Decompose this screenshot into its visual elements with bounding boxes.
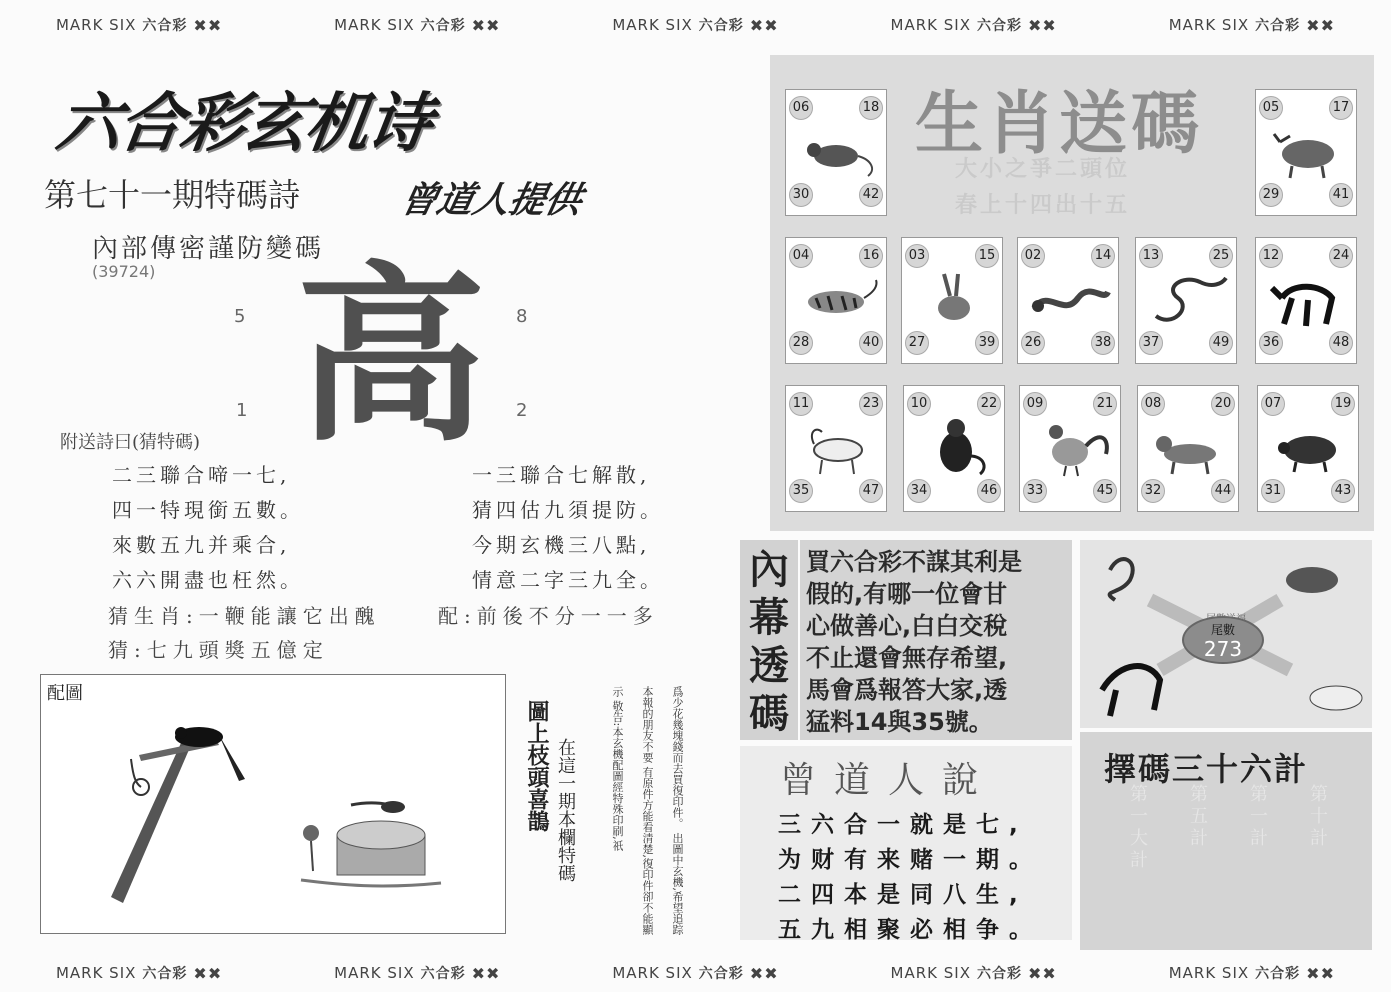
number-ball: 42 bbox=[859, 183, 883, 207]
buy-line: 不止還會無存希望, bbox=[806, 644, 1008, 672]
brand-text: MARK SIX bbox=[55, 964, 137, 982]
border-unit bbox=[612, 963, 778, 983]
brand-text: MARK SIX bbox=[612, 16, 693, 34]
number-ball: 18 bbox=[859, 96, 883, 120]
number-ball: 45 bbox=[1093, 479, 1117, 503]
logo-text: 六合彩 bbox=[420, 966, 466, 982]
buy-text bbox=[806, 546, 1068, 738]
tail-number-badge bbox=[1182, 616, 1264, 664]
zodiac-title: 生肖送碼 bbox=[915, 85, 1204, 164]
buy-line: 猛料14與35號。 bbox=[806, 708, 993, 736]
number-ball: 38 bbox=[1091, 331, 1115, 355]
poem-left bbox=[112, 458, 304, 598]
separator-icon: ✖✖ bbox=[471, 963, 501, 983]
number-ball: 05 bbox=[1259, 96, 1283, 120]
logo-text: 六合彩 bbox=[976, 966, 1022, 982]
inner-label bbox=[740, 546, 798, 738]
zodiac-card bbox=[1137, 385, 1239, 512]
top-border bbox=[0, 10, 1391, 40]
number-ball: 09 bbox=[1023, 392, 1047, 416]
border-unit bbox=[1169, 963, 1335, 983]
ox-icon bbox=[1286, 567, 1338, 593]
zodiac-card bbox=[1135, 237, 1237, 364]
strategy-title: 擇碼三十六計 bbox=[1104, 750, 1309, 788]
strategy-column: 第一大計 bbox=[1127, 784, 1148, 872]
number-ball: 27 bbox=[905, 331, 929, 355]
separator-icon: ✖✖ bbox=[193, 15, 223, 35]
number-ball: 26 bbox=[1021, 331, 1045, 355]
bottom-border bbox=[0, 958, 1391, 988]
reprint-notice bbox=[602, 686, 692, 936]
number-ball: 47 bbox=[859, 479, 883, 503]
number-ball: 06 bbox=[789, 96, 813, 120]
number-ball: 33 bbox=[1023, 479, 1047, 503]
number-ball: 43 bbox=[1331, 479, 1355, 503]
number-ball: 28 bbox=[789, 331, 813, 355]
logo-text: 六合彩 bbox=[420, 18, 466, 34]
brand-text: MARK SIX bbox=[55, 16, 137, 34]
separator-icon: ✖✖ bbox=[193, 963, 223, 983]
gift-poem-title: 附送詩曰(猜特碼) bbox=[60, 432, 201, 453]
issue-subtitle: 第七十一期特碼詩 bbox=[44, 176, 301, 214]
brand-text: MARK SIX bbox=[890, 964, 971, 982]
brand-text: MARK SIX bbox=[334, 16, 415, 34]
logo-text: 六合彩 bbox=[976, 18, 1022, 34]
say-title: 曾道人說 bbox=[780, 760, 997, 801]
number-ball: 23 bbox=[859, 392, 883, 416]
faint-line: 春上十四出十五 bbox=[955, 193, 1131, 218]
inner-code-label: 內部傳密謹防變碼 bbox=[92, 234, 325, 264]
poem-line: 情意二字三九全。 bbox=[472, 568, 664, 592]
poem-right bbox=[472, 458, 664, 598]
number-ball: 37 bbox=[1139, 331, 1163, 355]
guess-code: 猜:七九頭獎五億定 bbox=[108, 638, 329, 662]
digit-top-left: 5 bbox=[234, 306, 246, 327]
goat-icon bbox=[1310, 686, 1362, 710]
logo-text: 六合彩 bbox=[1255, 18, 1301, 34]
buy-line: 買六合彩不謀其利是 bbox=[806, 548, 1022, 576]
number-ball: 24 bbox=[1329, 244, 1353, 268]
number-ball: 10 bbox=[907, 392, 931, 416]
brand-text: MARK SIX bbox=[334, 964, 415, 982]
say-line: 二四本是同八生, bbox=[778, 882, 1028, 908]
horse-icon bbox=[1102, 666, 1160, 716]
separator-icon: ✖✖ bbox=[1027, 15, 1057, 35]
digit-bottom-right: 2 bbox=[516, 400, 528, 421]
poem-line: 今期玄機三八點, bbox=[472, 533, 651, 557]
border-unit bbox=[334, 963, 500, 983]
number-ball: 41 bbox=[1329, 183, 1353, 207]
zodiac-card bbox=[1019, 385, 1121, 512]
number-ball: 16 bbox=[859, 244, 883, 268]
rooster-icon bbox=[1026, 416, 1114, 478]
digit-top-right: 8 bbox=[516, 306, 528, 327]
strategy-column: 第五計 bbox=[1187, 784, 1208, 850]
number-ball: 13 bbox=[1139, 244, 1163, 268]
code-number: (39724) bbox=[92, 262, 156, 281]
brand-text: MARK SIX bbox=[612, 964, 693, 982]
snake-icon bbox=[1142, 268, 1230, 330]
notice-line: 爲少花幾塊錢而去買復印件。 bbox=[671, 686, 684, 829]
border-unit bbox=[891, 963, 1057, 983]
border-unit bbox=[334, 15, 500, 35]
number-ball: 02 bbox=[1021, 244, 1045, 268]
zodiac-card bbox=[903, 385, 1005, 512]
buy-line: 心做善心,白白交稅 bbox=[806, 612, 1008, 640]
poem-line: 四一特現銜五數。 bbox=[112, 498, 304, 522]
picture-box bbox=[40, 674, 506, 934]
number-ball: 40 bbox=[859, 331, 883, 355]
buy-line: 馬會爲報答大家,透 bbox=[806, 676, 1008, 704]
number-ball: 29 bbox=[1259, 183, 1283, 207]
inner-char: 幕 bbox=[749, 595, 789, 641]
strategy-column: 第十計 bbox=[1307, 784, 1328, 850]
goat-icon bbox=[792, 416, 880, 478]
picture-caption: 在這一期本欄特碼 bbox=[555, 738, 576, 882]
big-character: 高 bbox=[296, 246, 487, 467]
separator-icon: ✖✖ bbox=[1306, 963, 1335, 983]
rabbit-icon bbox=[908, 268, 996, 330]
poem-line: 六六開盡也枉然。 bbox=[112, 568, 304, 592]
pig-icon bbox=[1264, 416, 1352, 478]
separator-icon: ✖✖ bbox=[471, 15, 501, 35]
zodiac-card bbox=[1017, 237, 1119, 364]
pair-hint: 配:前後不分一一多 bbox=[438, 604, 659, 628]
dragon-icon bbox=[1024, 268, 1112, 330]
monkey-icon bbox=[910, 416, 998, 478]
zodiac-card bbox=[1255, 237, 1357, 364]
snake-icon bbox=[1110, 559, 1133, 600]
separator-icon: ✖✖ bbox=[749, 963, 779, 983]
number-ball: 39 bbox=[975, 331, 999, 355]
inner-char: 內 bbox=[749, 547, 789, 593]
provider-label: 曾道人提供 bbox=[397, 180, 586, 221]
say-line: 为财有来赌一期。 bbox=[778, 847, 1042, 873]
logo-text: 六合彩 bbox=[142, 966, 188, 982]
zodiac-card bbox=[785, 89, 887, 216]
poem-line: 一三聯合七解散, bbox=[472, 463, 651, 487]
guess-zodiac: 猜生肖:一鞭能讓它出醜 bbox=[108, 604, 381, 628]
number-ball: 08 bbox=[1141, 392, 1165, 416]
number-ball: 11 bbox=[789, 392, 813, 416]
number-ball: 49 bbox=[1209, 331, 1233, 355]
zodiac-card bbox=[1255, 89, 1357, 216]
number-ball: 20 bbox=[1211, 392, 1235, 416]
poem-line: 來數五九并乘合, bbox=[112, 533, 291, 557]
separator-icon: ✖✖ bbox=[1306, 15, 1335, 35]
brand-text: MARK SIX bbox=[1168, 16, 1250, 34]
rat-icon bbox=[792, 120, 880, 182]
number-ball: 31 bbox=[1261, 479, 1285, 503]
number-ball: 25 bbox=[1209, 244, 1233, 268]
number-ball: 14 bbox=[1091, 244, 1115, 268]
zodiac-card bbox=[901, 237, 1003, 364]
dog-icon bbox=[1144, 416, 1232, 478]
brand-text: MARK SIX bbox=[1168, 964, 1250, 982]
tiger-icon bbox=[792, 268, 880, 330]
poem-line: 猜四估九須提防。 bbox=[472, 498, 664, 522]
logo-text: 六合彩 bbox=[1255, 966, 1301, 982]
buy-line: 假的,有哪一位會甘 bbox=[806, 580, 1008, 608]
number-ball: 07 bbox=[1261, 392, 1285, 416]
say-line: 五九相聚必相争。 bbox=[778, 917, 1042, 943]
zodiac-card bbox=[785, 237, 887, 364]
border-unit bbox=[1169, 15, 1335, 35]
separator-icon: ✖✖ bbox=[749, 15, 779, 35]
strategy-column: 第一計 bbox=[1247, 784, 1268, 850]
notice-line: 出圖中玄機,希望追踪本報的朋友不要 bbox=[641, 686, 684, 935]
number-ball: 15 bbox=[975, 244, 999, 268]
number-ball: 17 bbox=[1329, 96, 1353, 120]
tail-value: 273 bbox=[1203, 637, 1243, 661]
page-title: 六合彩玄机诗 bbox=[51, 87, 435, 161]
picture-label: 配圖 bbox=[47, 683, 83, 704]
number-ball: 04 bbox=[789, 244, 813, 268]
number-ball: 12 bbox=[1259, 244, 1283, 268]
logo-text: 六合彩 bbox=[698, 966, 744, 982]
border-unit bbox=[612, 15, 778, 35]
zodiac-card bbox=[785, 385, 887, 512]
border-unit bbox=[891, 15, 1057, 35]
say-poem bbox=[778, 808, 1042, 948]
magpie-branch-illustration bbox=[41, 675, 505, 933]
notice-line: 敬告:本玄機配圖經特殊印刷,祇 bbox=[611, 700, 624, 851]
number-ball: 44 bbox=[1211, 479, 1235, 503]
tail-label: 尾數 bbox=[1210, 623, 1235, 637]
number-ball: 46 bbox=[977, 479, 1001, 503]
picture-title: 圖上枝頭喜鵲 bbox=[524, 700, 550, 832]
digit-bottom-left: 1 bbox=[236, 400, 248, 421]
number-ball: 32 bbox=[1141, 479, 1165, 503]
separator-icon: ✖✖ bbox=[1027, 963, 1057, 983]
poem-line: 二三聯合啼一七, bbox=[112, 463, 291, 487]
number-ball: 48 bbox=[1329, 331, 1353, 355]
number-ball: 35 bbox=[789, 479, 813, 503]
horse-icon bbox=[1262, 268, 1350, 330]
zodiac-card bbox=[1257, 385, 1359, 512]
number-ball: 03 bbox=[905, 244, 929, 268]
number-ball: 36 bbox=[1259, 331, 1283, 355]
number-ball: 34 bbox=[907, 479, 931, 503]
faint-line: 大小之爭二頭位 bbox=[955, 157, 1131, 182]
inner-char: 碼 bbox=[749, 691, 789, 737]
number-ball: 21 bbox=[1093, 392, 1117, 416]
logo-text: 六合彩 bbox=[698, 18, 744, 34]
brand-text: MARK SIX bbox=[890, 16, 971, 34]
ox-icon bbox=[1262, 120, 1350, 182]
logo-text: 六合彩 bbox=[142, 18, 188, 34]
number-ball: 22 bbox=[977, 392, 1001, 416]
number-ball: 30 bbox=[789, 183, 813, 207]
inner-char: 透 bbox=[749, 643, 789, 689]
notice-line: 有原件方能看清楚,復印件卻不能顯示 bbox=[611, 686, 654, 935]
say-line: 三六合一就是七, bbox=[778, 812, 1028, 838]
border-unit bbox=[56, 15, 222, 35]
number-ball: 19 bbox=[1331, 392, 1355, 416]
border-unit bbox=[56, 963, 222, 983]
